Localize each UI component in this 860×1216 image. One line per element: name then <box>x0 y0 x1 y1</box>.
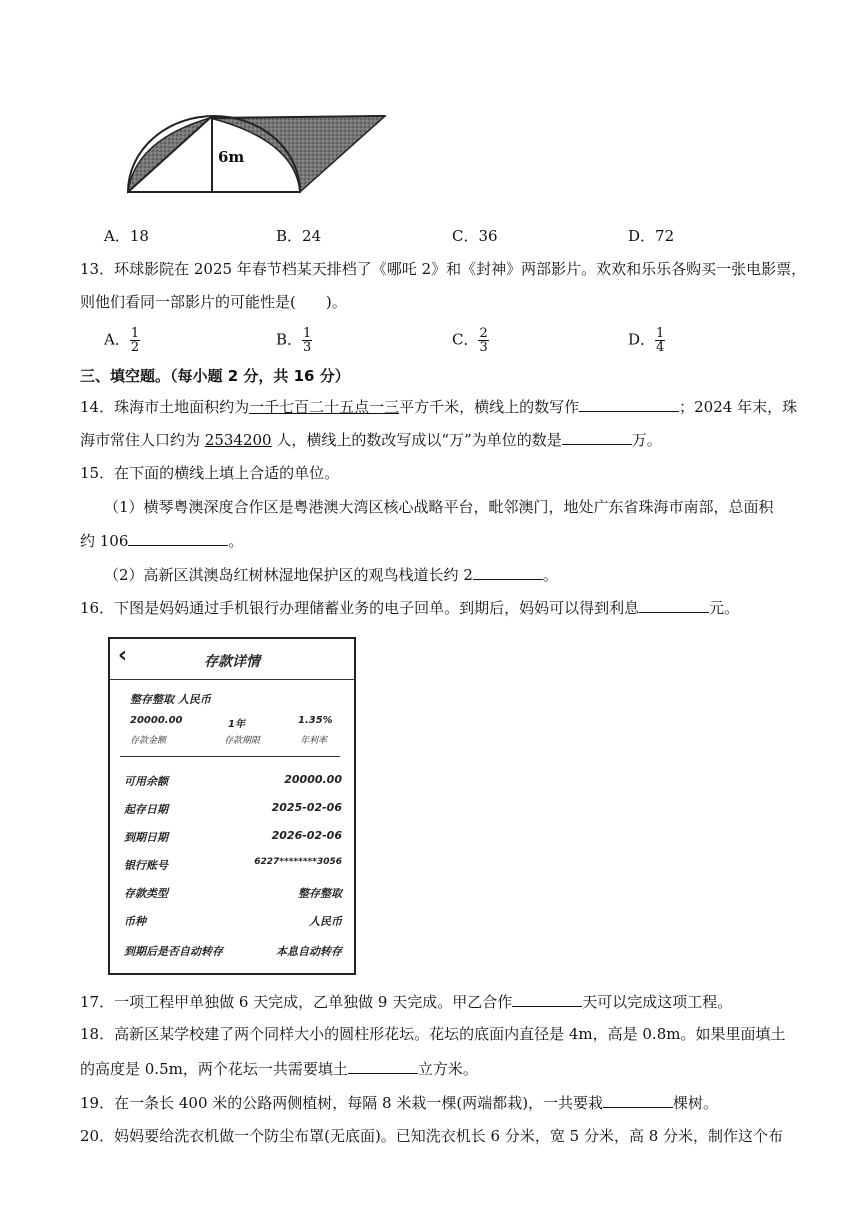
q20-line1: 20．妈妈要给洗衣机做一个防尘布罩(无底面)。已知洗衣机长 6 分米，宽 5 分米，高 8 分米，制作这个布 <box>80 1127 784 1145</box>
q13-option-c: C． $\frac{2}{3}$ <box>452 326 488 355</box>
q15-part2: （2）高新区淇澳岛红树林湿地保护区的观鸟栈道长约 2 。 <box>104 563 558 586</box>
q12-option-d: D．72 <box>628 227 675 245</box>
deposit-receipt <box>108 637 356 975</box>
q13-option-a: A． $\frac{1}{2}$ <box>104 326 140 355</box>
q14-line1: 14．珠海市土地面积约为一千七百二十五点一三平方千米，横线上的数写作 ；2024 年末，珠 <box>80 395 797 418</box>
term-value: 1年 <box>228 719 245 730</box>
q13-stem-line2: 则他们看同一部影片的可能性是( )。 <box>80 293 347 311</box>
q16-stem: 16．下图是妈妈通过手机银行办理储蓄业务的电子回单。到期后，妈妈可以得到利息 元。 <box>80 596 739 619</box>
receipt-row: 币种 人民币 <box>124 915 342 928</box>
rate-label: 年利率 <box>300 736 328 746</box>
q18-line2: 的高度是 0.5m，两个花坛一共需要填土 立方米。 <box>80 1057 478 1080</box>
q15-part1-line1: （1）横琴粤澳深度合作区是粤港澳大湾区核心战略平台，毗邻澳门，地处广东省珠海市南部，总面积 <box>104 498 774 516</box>
q14-line2: 海市常住人口约为 2534200 人，横线上的数改写成以“万”为单位的数是 万。 <box>80 428 662 451</box>
q12-option-c: C．36 <box>452 227 498 245</box>
answer-blank[interactable] <box>512 990 582 1007</box>
q15-stem: 15．在下面的横线上填上合适的单位。 <box>80 464 340 482</box>
receipt-row: 到期后是否自动转存 本息自动转存 <box>124 945 342 958</box>
answer-blank[interactable] <box>562 428 632 445</box>
q13-option-b: B． $\frac{1}{3}$ <box>276 326 312 355</box>
answer-blank[interactable] <box>348 1057 418 1074</box>
term-label: 存款期限 <box>224 736 261 746</box>
answer-blank[interactable] <box>128 529 228 546</box>
q18-line1: 18．高新区某学校建了两个同样大小的圆柱形花坛。花坛的底面内直径是 4m，高是 0.8m。如果里面填土 <box>80 1025 786 1043</box>
q12-option-a: A．18 <box>104 227 149 245</box>
deposit-type: 整存整取 人民币 <box>130 693 211 706</box>
back-arrow-icon: ‹ <box>118 643 128 668</box>
answer-blank[interactable] <box>579 395 679 412</box>
receipt-row: 起存日期 2025-02-06 <box>124 801 342 816</box>
receipt-row: 可用余额 20000.00 <box>124 773 342 788</box>
underlined-number: 2534200 <box>204 431 272 449</box>
section-3-heading: 三、填空题。（每小题 2 分，共 16 分） <box>80 367 350 385</box>
underlined-number-words: 一千七百二十五点一三 <box>249 398 400 416</box>
rate-value: 1.35% <box>298 715 333 726</box>
height-label: 6m <box>218 148 245 166</box>
amount-value: 20000.00 <box>130 715 183 726</box>
receipt-row: 到期日期 2026-02-06 <box>124 829 342 844</box>
q12-option-b: B．24 <box>276 227 322 245</box>
q12-figure <box>120 110 390 205</box>
q13-option-d: D． $\frac{1}{4}$ <box>628 326 665 355</box>
q15-part1-line2: 约 106 。 <box>80 529 243 552</box>
answer-blank[interactable] <box>639 596 709 613</box>
q17-stem: 17．一项工程甲单独做 6 天完成，乙单独做 9 天完成。甲乙合作 天可以完成这项工程。 <box>80 990 732 1013</box>
receipt-title: 存款详情 <box>204 654 260 670</box>
answer-blank[interactable] <box>473 563 543 580</box>
receipt-row: 存款类型 整存整取 <box>124 887 342 900</box>
receipt-row: 银行账号 6227********3056 <box>124 857 342 872</box>
answer-blank[interactable] <box>603 1091 673 1108</box>
q13-stem-line1: 13．环球影院在 2025 年春节档某天排档了《哪吒 2》和《封神》两部影片。欢欢和乐乐各购买一张电影票， <box>80 260 807 278</box>
q19-stem: 19．在一条长 400 米的公路两侧植树，每隔 8 米栽一棵(两端都栽)，一共要栽 棵树。 <box>80 1091 718 1114</box>
amount-label: 存款金额 <box>130 736 167 746</box>
